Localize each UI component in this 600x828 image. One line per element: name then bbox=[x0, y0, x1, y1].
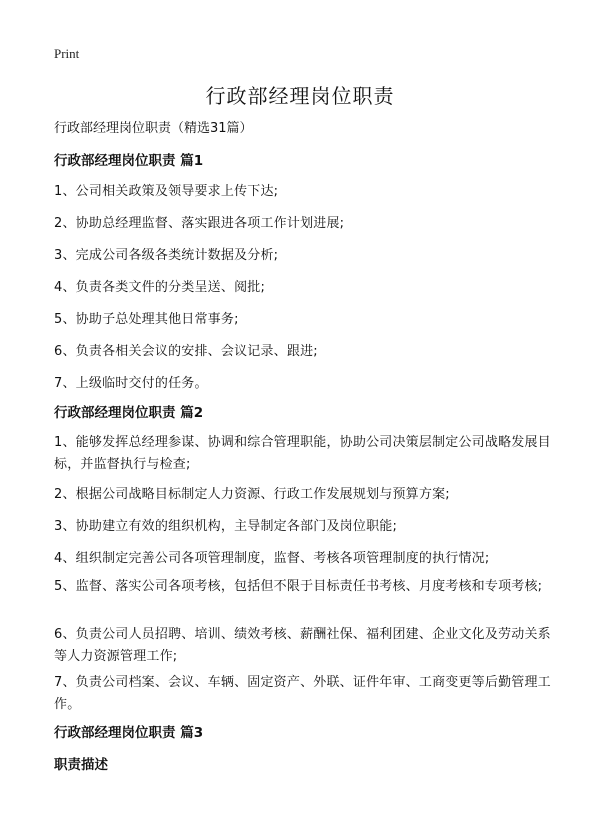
list-item: 2、根据公司战略目标制定人力资源、行政工作发展规划与预算方案; bbox=[54, 487, 450, 502]
list-item: 5、监督、落实公司各项考核，包括但不限于目标责任书考核、月度考核和专项考核; bbox=[54, 579, 543, 594]
print-link[interactable]: Print bbox=[54, 46, 80, 61]
list-item: 3、完成公司各级各类统计数据及分析; bbox=[54, 248, 279, 263]
section-heading-3: 行政部经理岗位职责 篇3 bbox=[54, 725, 204, 741]
list-item: 5、协助子总处理其他日常事务; bbox=[54, 312, 239, 327]
list-item: 4、负责各类文件的分类呈送、阅批; bbox=[54, 280, 266, 295]
list-item: 2、协助总经理监督、落实跟进各项工作计划进展; bbox=[54, 216, 345, 231]
list-item: 7、负责公司档案、会议、车辆、固定资产、外联、证件年审、工商变更等后勤管理工作。 bbox=[54, 675, 551, 712]
job-description-label: 职责描述 bbox=[54, 757, 108, 773]
section-heading-2: 行政部经理岗位职责 篇2 bbox=[54, 405, 204, 421]
list-item: 1、公司相关政策及领导要求上传下达; bbox=[54, 184, 279, 199]
list-item: 7、上级临时交付的任务。 bbox=[54, 376, 208, 391]
page-subtitle: 行政部经理岗位职责（精选31篇） bbox=[54, 121, 253, 136]
list-item: 6、负责各相关会议的安排、会议记录、跟进; bbox=[54, 344, 318, 359]
list-item: 3、协助建立有效的组织机构，主导制定各部门及岗位职能; bbox=[54, 519, 398, 534]
page-title: 行政部经理岗位职责 bbox=[205, 84, 395, 108]
list-item: 6、负责公司人员招聘、培训、绩效考核、薪酬社保、福利团建、企业文化及劳动关系等人力资源管理工作; bbox=[54, 627, 551, 664]
list-item: 1、能够发挥总经理参谋、协调和综合管理职能，协助公司决策层制定公司战略发展目标，并监督执行与检查; bbox=[54, 435, 551, 472]
section-heading-1: 行政部经理岗位职责 篇1 bbox=[54, 153, 204, 169]
list-item: 4、组织制定完善公司各项管理制度，监督、考核各项管理制度的执行情况; bbox=[54, 551, 490, 566]
